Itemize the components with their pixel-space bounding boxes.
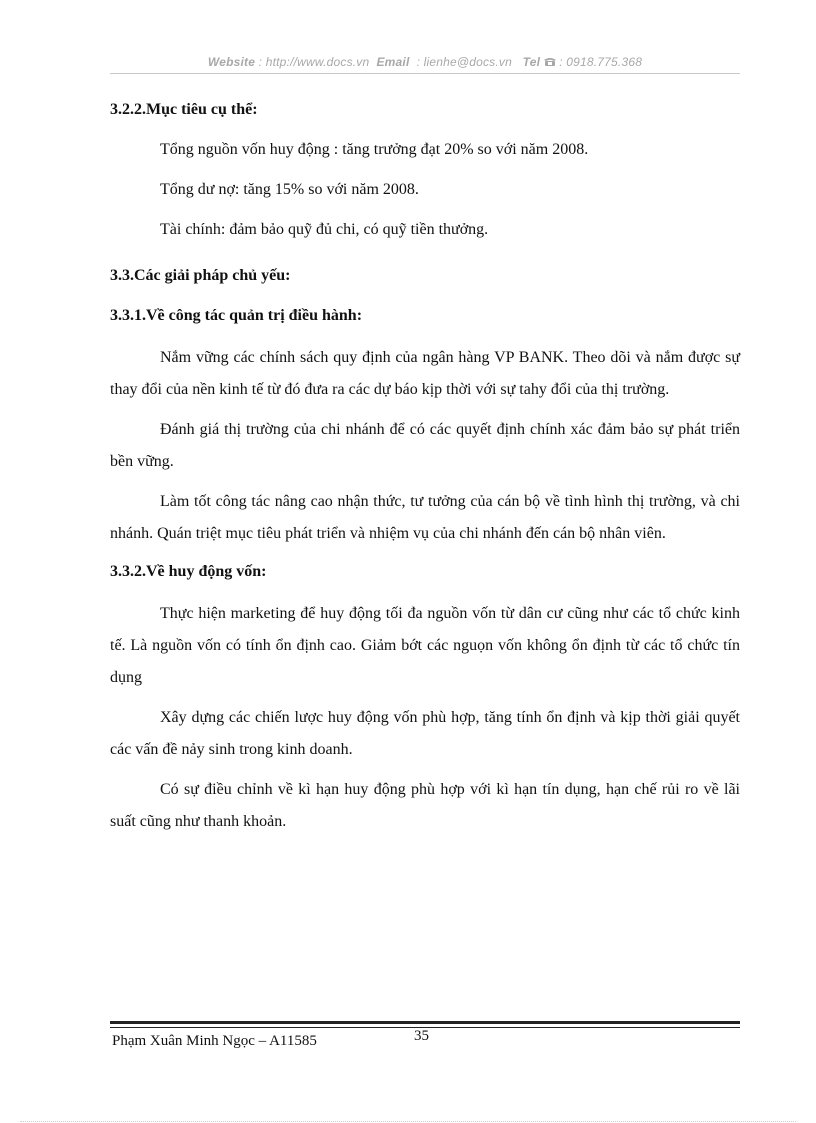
footer-author: Phạm Xuân Minh Ngọc – A11585 bbox=[112, 1033, 317, 1049]
paragraph-finance-target: Tài chính: đảm bảo quỹ đủ chi, có quỹ tiền thưởng. bbox=[160, 221, 489, 238]
document-body bbox=[110, 96, 740, 846]
paragraph-332-strategy: Xây dựng các chiến lược huy động vốn phù hợp, tăng tính ổn định và kịp thời giải quyết các vấn đề nảy sinh trong kinh doanh. bbox=[110, 709, 740, 758]
page-number: 35 bbox=[414, 1028, 429, 1044]
section-heading-33-solutions: 3.3.Các giải pháp chủ yếu: bbox=[110, 267, 291, 284]
paragraph-331-market: Đánh giá thị trường của chi nhánh để có các quyết định chính xác đảm bảo sự phát triển bền vững. bbox=[110, 421, 740, 470]
phone-icon bbox=[544, 55, 560, 69]
paragraph-332-marketing: Thực hiện marketing để huy động tối đa nguồn vốn từ dân cư cũng như các tổ chức kinh tế. Là nguồn vốn có tính ổn định cao. Giảm bớt các nguọn vốn không ổn định từ các tổ chức tín dụng bbox=[110, 605, 740, 686]
page-bottom-border bbox=[20, 1121, 796, 1122]
header-divider bbox=[110, 73, 740, 74]
paragraph-331-awareness: Làm tốt công tác nâng cao nhận thức, tư tưởng của cán bộ về tình hình thị trường, và chi nhánh. Quán triệt mục tiêu phát triển và nhiệm vụ của chi nhánh đến cán bộ nhân viên. bbox=[110, 493, 740, 542]
website-value: : http://www.docs.vn bbox=[258, 55, 370, 69]
paragraph-debt-target: Tổng dư nợ: tăng 15% so với năm 2008. bbox=[160, 181, 419, 198]
page-header bbox=[110, 55, 740, 69]
footer-divider-thick bbox=[110, 1021, 740, 1024]
section-heading-332-capital: 3.3.2.Về huy động vốn: bbox=[110, 563, 267, 580]
section-heading-331-management: 3.3.1.Về công tác quản trị điều hành: bbox=[110, 307, 363, 324]
paragraph-331-policies: Nắm vững các chính sách quy định của ngân hàng VP BANK. Theo dõi và nắm được sự thay đổi của nền kinh tế từ đó đưa ra các dự báo kịp thời với sự tahy đổi của thị trường. bbox=[110, 349, 740, 398]
tel-value: : 0918.775.368 bbox=[559, 55, 643, 69]
section-heading-322-objectives: 3.2.2.Mục tiêu cụ thể: bbox=[110, 101, 258, 118]
email-value: : lienhe@docs.vn bbox=[416, 55, 512, 69]
website-label: Website bbox=[207, 55, 256, 69]
paragraph-capital-target: Tổng nguồn vốn huy động : tăng trưởng đạt 20% so với năm 2008. bbox=[160, 141, 589, 158]
email-label: Email bbox=[376, 55, 410, 69]
tel-label: Tel bbox=[522, 55, 541, 69]
paragraph-332-terms: Có sự điều chỉnh về kì hạn huy động phù hợp với kì hạn tín dụng, hạn chế rủi ro về lãi suất cũng như thanh khoản. bbox=[110, 781, 740, 830]
